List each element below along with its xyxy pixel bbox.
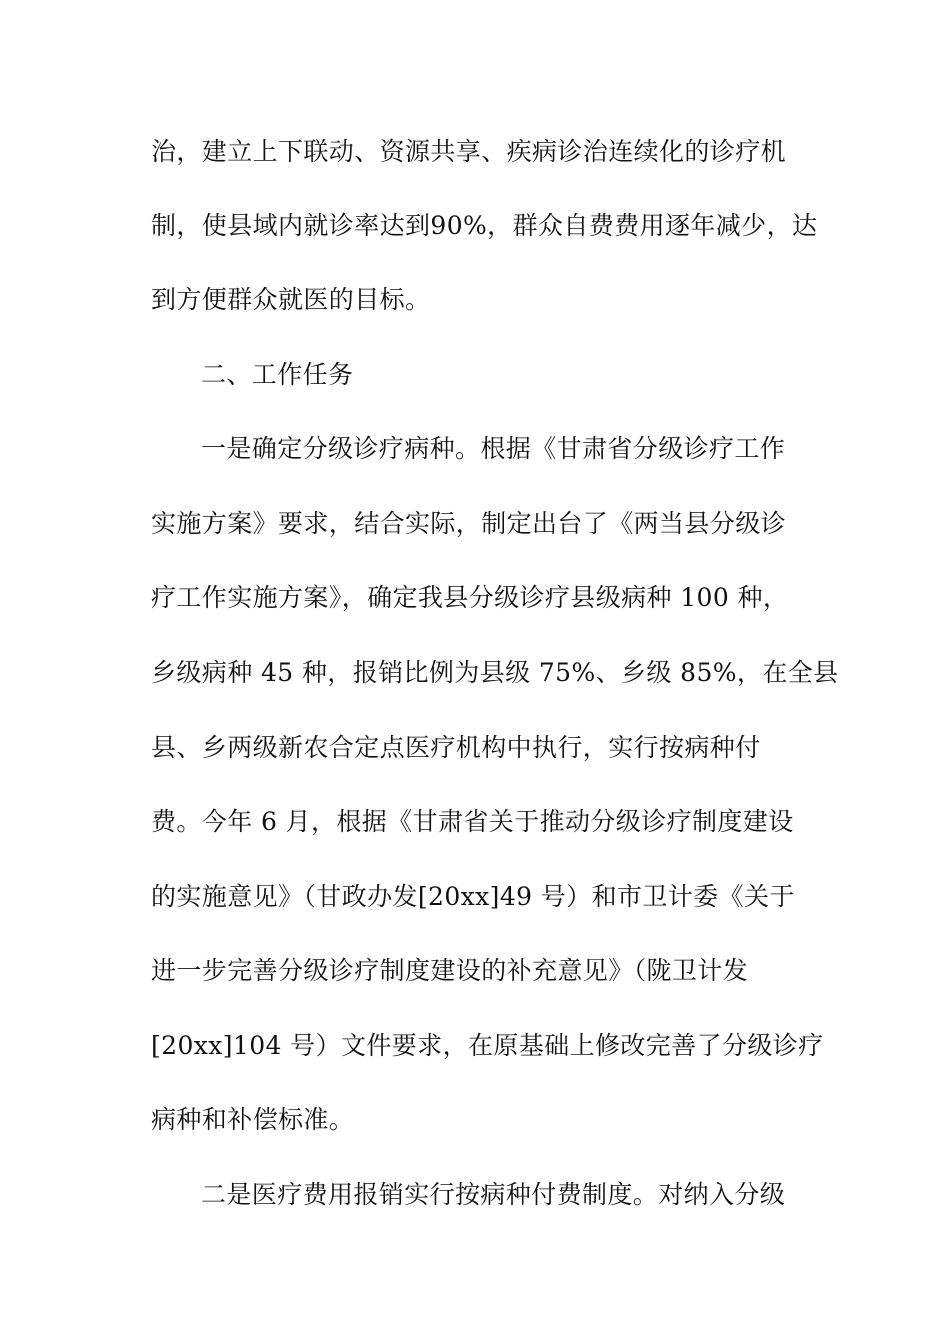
paragraph-line-5: 一是确定分级诊疗病种。根据《甘肃省分级诊疗工作: [201, 434, 786, 463]
paragraph-line-1: 治，建立上下联动、资源共享、疾病诊治连续化的诊疗机: [151, 137, 787, 166]
paragraph-line-8: 乡级病种 45 种，报销比例为县级 75%、乡级 85%，在全县: [151, 658, 839, 687]
paragraph-line-10: 费。今年 6 月，根据《甘肃省关于推动分级诊疗制度建设: [151, 807, 794, 836]
paragraph-line-9: 县、乡两级新农合定点医疗机构中执行，实行按病种付: [151, 733, 761, 762]
paragraph-line-7: 疗工作实施方案》，确定我县分级诊疗县级病种 100 种，: [151, 583, 789, 612]
paragraph-line-11: 的实施意见》（甘政办发[20xx]49 号）和市卫计委《关于: [151, 882, 795, 911]
paragraph-line-15: 二是医疗费用报销实行按病种付费制度。对纳入分级: [201, 1180, 786, 1209]
paragraph-line-2: 制，使县域内就诊率达到90%，群众自费费用逐年减少，达: [151, 211, 818, 240]
paragraph-line-12: 进一步完善分级诊疗制度建设的补充意见》（陇卫计发: [151, 956, 749, 985]
paragraph-line-14: 病种和补偿标准。: [151, 1105, 355, 1134]
paragraph-line-13: [20xx]104 号）文件要求，在原基础上修改完善了分级诊疗: [151, 1031, 824, 1060]
paragraph-line-3: 到方便群众就医的目标。: [151, 285, 431, 314]
paragraph-line-6: 实施方案》要求，结合实际，制定出台了《两当县分级诊: [151, 509, 787, 538]
section-heading: 二、工作任务: [201, 360, 354, 389]
